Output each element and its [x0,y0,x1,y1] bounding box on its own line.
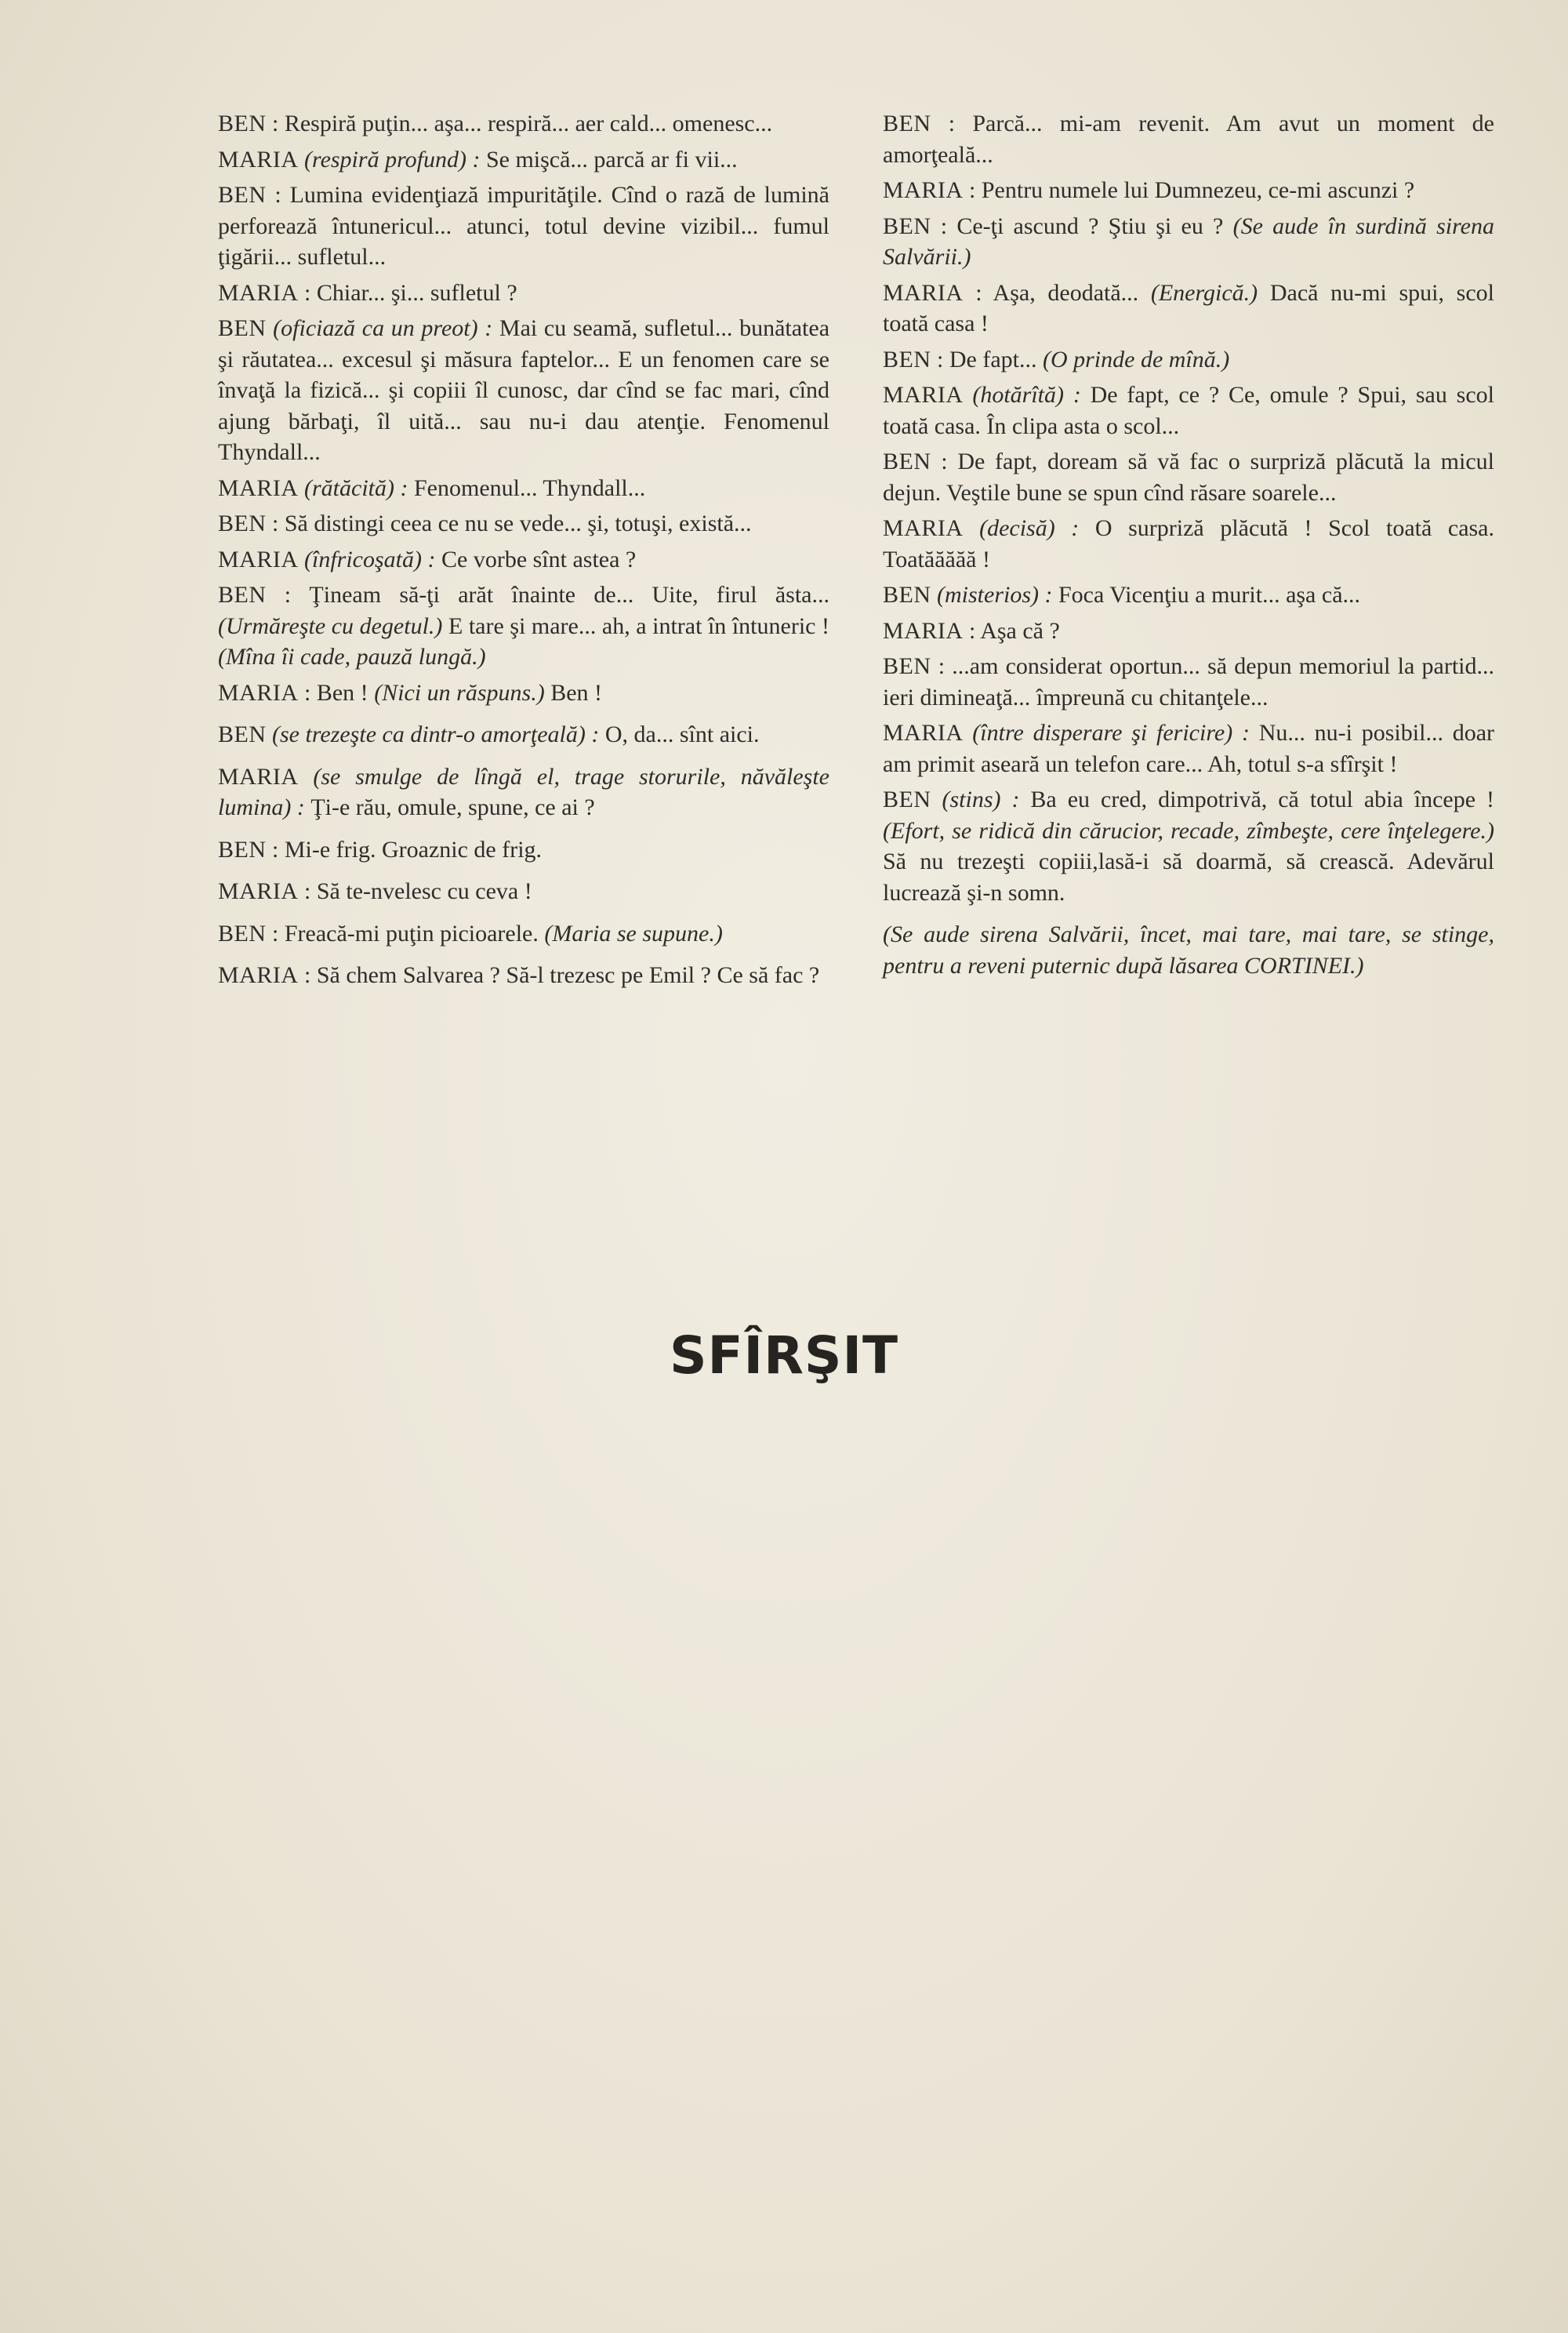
line-text: De fapt, ce ? Ce, omule ? Spui, sau scol toată casa. În clipa asta o scol... [883,382,1495,439]
dialogue-line [218,761,829,823]
dialogue-line [883,344,1494,376]
speaker-name: BEN [218,182,267,208]
line-text: Ce vorbe sînt astea ? [435,546,637,572]
line-text: Fenomenul... Thyndall... [408,474,646,501]
separator [931,787,942,812]
dialogue-line [883,784,1494,908]
dialogue-line [883,446,1494,508]
line-text: O surpriză plăcută ! Scol toată casa. Toatăăăăă ! [883,515,1494,572]
line-text: Se mişcă... parcă ar fi vii... [480,146,738,173]
dialogue-line [883,108,1494,170]
stage-direction: (decisă) : [979,515,1080,541]
line-text: De fapt, doream să vă fac o surpriză plăcută la micul dejun. Veştile bune se spun cînd răsare soarele... [883,449,1494,506]
dialogue-line [218,508,829,540]
stage-direction: (Efort, se ridică din cărucior, recade, zîmbeşte, cere înţelegere.) [883,817,1494,844]
line-text: Ben ! [316,679,375,706]
separator [964,515,980,541]
stage-direction: (înfricoşată) : [304,546,436,572]
dialogue-line [883,919,1494,981]
line-text: Să te-nvelesc cu ceva ! [316,878,532,904]
speaker-name: MARIA [883,382,964,408]
line-text: E tare şi mare... ah, a intrat în întuneric ! [442,612,830,639]
separator: : [298,962,317,988]
separator: : [931,111,973,136]
speaker-name: BEN [218,315,267,341]
stage-direction: (stins) : [942,787,1020,812]
dialogue-line [218,144,829,176]
stage-direction: (hotărîtă) : [972,382,1081,408]
dialogue-line [883,513,1494,575]
stage-direction: (oficiază ca un preot) : [273,315,493,341]
speaker-name: MARIA [883,720,964,746]
separator [299,547,305,572]
dialogue-line [218,313,829,468]
line-text: Ben ! [544,679,603,706]
dialogue-line [218,678,829,709]
dialogue-line [218,960,829,991]
dialogue-line [883,175,1494,206]
separator: : [298,878,317,904]
stage-direction: (Nici un răspuns.) [374,679,545,706]
stage-direction: (se smulge de lîngă el, trage storurile, năvăleşte lumina) : [218,763,830,820]
speaker-name: MARIA [218,474,299,501]
separator: : [266,582,310,608]
speaker-name: BEN [218,721,267,747]
stage-direction: (între disperare şi fericire) : [972,720,1250,746]
dialogue-line [218,473,829,504]
speaker-name: MARIA [218,962,299,988]
line-text: Ce-ţi ascund ? Ştiu şi eu ? [956,213,1233,239]
line-text: Să chem Salvarea ? Să-l trezesc pe Emil ? Ce să fac ? [316,962,820,988]
line-text: Ţineam să-ţi arăt înainte de... Uite, firul ăsta... [309,582,829,608]
line-text: ...am considerat oportun... să depun memoriul la partid... ieri dimineaţă... împreună cu chitanţele... [883,653,1494,710]
line-text: Să distingi ceea ce nu se vede... şi, totuşi, există... [284,511,752,536]
speaker-name: MARIA [883,177,964,203]
line-text: Parcă... mi-am revenit. Am avut un moment de amorţeală... [883,111,1494,168]
line-text: De fapt... [949,346,1043,372]
speaker-name: MARIA [218,679,299,706]
separator [964,720,973,746]
stage-direction: (respiră profund) : [304,146,481,173]
line-text: Mi-e frig. Groaznic de frig. [284,836,543,863]
line-text: O, da... sînt aici. [599,721,760,747]
separator: : [266,836,285,863]
dialogue-line [883,580,1494,611]
speaker-name: BEN [883,653,931,679]
speaker-name: BEN [218,511,267,536]
dialogue-line [218,544,829,576]
speaker-name: MARIA [218,146,299,173]
line-text: Aşa că ? [980,617,1060,644]
dialogue-line [218,108,829,140]
separator [299,147,305,173]
line-text: Respiră puţin... aşa... respiră... aer cald... omenesc... [284,111,773,136]
end-title: SFÎRŞIT [669,1325,899,1386]
separator: : [298,679,317,706]
speaker-name: MARIA [883,617,964,644]
stage-direction: (Mîna îi cade, pauză lungă.) [218,644,486,670]
stage-direction: (rătăcită) : [304,474,408,501]
left-column [218,108,829,996]
separator: : [931,653,953,679]
speaker-name: MARIA [883,515,964,541]
line-text: Lumina evidenţiază impurităţile. Cînd o rază de lumină perforează întunericul... atunci, totul devine vizibil... fumul ţigării... sufletul... [218,182,829,270]
dialogue-line [883,616,1494,647]
speaker-name: BEN [883,213,931,239]
stage-direction: (se trezeşte ca dintr-o amorţeală) : [272,721,600,747]
separator: : [931,213,957,239]
separator [267,721,273,747]
separator: : [266,511,285,536]
stage-direction: (O prinde de mînă.) [1042,346,1230,372]
speaker-name: BEN [883,449,931,474]
separator: : [266,920,285,947]
speaker-name: MARIA [218,279,299,306]
line-text: Freacă-mi puţin picioarele. [284,920,545,947]
dialogue-line [218,834,829,866]
separator: : [931,346,949,372]
dialogue-line [218,278,829,309]
stage-direction: (Energică.) [1150,279,1258,306]
stage-direction: (Se aude în surdină sirena Salvării.) [883,213,1495,270]
separator [931,582,938,608]
line-text: Ţi-e rău, omule, spune, ce ai ? [304,794,595,820]
stage-direction: (misterios) : [937,582,1053,608]
separator: : [266,111,285,136]
separator: : [266,182,290,208]
dialogue-line [883,211,1494,273]
speaker-name: MARIA [218,546,299,572]
line-text: Nu... nu-i posibil... doar am primit aseară un telefon care... Ah, totul s-a sfîrşit ! [883,720,1495,777]
stage-direction: (Maria se supune.) [544,920,723,947]
line-text: Pentru numele lui Dumnezeu, ce-mi ascunzi ? [981,177,1415,203]
separator: : [931,449,958,474]
speaker-name: MARIA [883,279,964,306]
dialogue-line [883,651,1494,713]
line-text: Aşa, deodată... [993,279,1151,306]
dialogue-line [218,918,829,950]
right-column [883,108,1494,986]
separator: : [963,617,981,644]
dialogue-line [883,380,1494,442]
separator [964,382,973,408]
speaker-name: BEN [883,346,931,372]
dialogue-line [218,719,829,750]
speaker-name: BEN [218,920,267,947]
stage-direction: (Se aude sirena Salvării, încet, mai tare, mai tare, se stinge, pentru a reveni puternic după lăsarea CORTINEI.) [883,921,1494,979]
speaker-name: MARIA [218,763,299,790]
dialogue-line [218,180,829,273]
speaker-name: BEN [883,111,931,136]
speaker-name: BEN [883,787,931,812]
separator: : [298,279,317,306]
separator [299,475,305,501]
speaker-name: MARIA [218,878,299,904]
separator: : [963,279,993,306]
line-text: Dacă nu-mi spui, scol toată casa ! [883,279,1494,336]
line-text: Chiar... şi... sufletul ? [316,279,517,306]
speaker-name: BEN [218,111,267,136]
separator: : [963,177,982,203]
line-text: Foca Vicenţiu a murit... aşa că... [1052,582,1361,608]
separator [267,315,274,341]
dialogue-line [218,580,829,673]
separator [299,764,314,790]
dialogue-line [883,278,1494,340]
speaker-name: BEN [883,582,931,608]
line-text: Ba eu cred, dimpotrivă, că totul abia începe ! [1019,787,1495,812]
stage-direction: (Urmăreşte cu degetul.) [218,612,443,639]
speaker-name: BEN [218,582,267,608]
dialogue-line [218,876,829,907]
line-text: Să nu trezeşti copiii,lasă-i să doarmă, să crească. Adevărul lucrează şi-n somn. [883,849,1494,906]
line-text: Mai cu seamă, sufletul... bunătatea şi răutatea... excesul şi măsura faptelor... E un fenomen care se învaţă la fizică... şi copiii îl cunosc, dar cînd se fac mari, cînd ajung bărbaţi, îl uită... sau nu-i dau atenţie. Fenomenul Thyndall... [218,315,830,465]
dialogue-line [883,718,1494,779]
speaker-name: BEN [218,836,267,863]
